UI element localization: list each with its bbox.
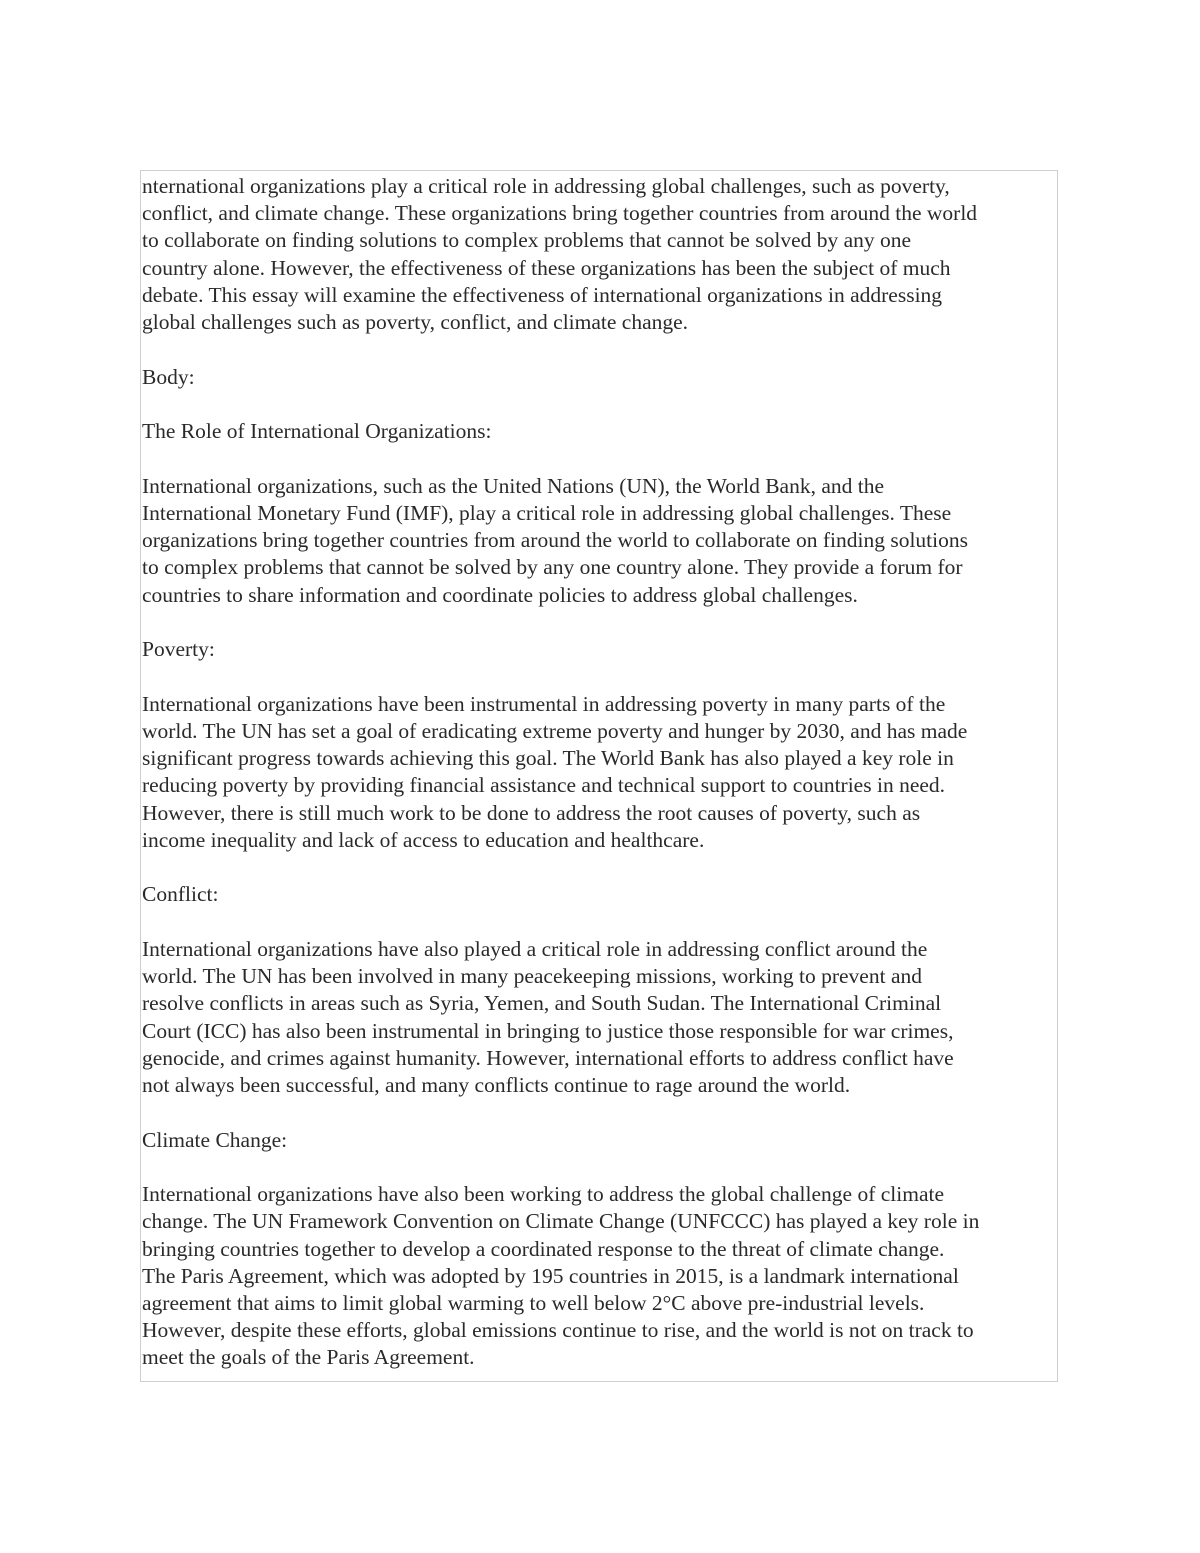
text-line: meet the goals of the Paris Agreement. bbox=[142, 1345, 475, 1370]
text-line: to collaborate on finding solutions to complex problems that cannot be solved by any one bbox=[142, 228, 912, 253]
intro-paragraph bbox=[142, 173, 1057, 336]
role-paragraph bbox=[142, 473, 1057, 609]
body-heading bbox=[142, 364, 1057, 391]
text-line: change. The UN Framework Convention on Climate Change (UNFCCC) has played a key role in bbox=[142, 1209, 980, 1234]
text-line: However, despite these efforts, global emissions continue to rise, and the world is not on track to bbox=[142, 1318, 974, 1343]
text-line: significant progress towards achieving this goal. The World Bank has also played a key role in bbox=[142, 746, 954, 771]
text-line: International Monetary Fund (IMF), play a critical role in addressing global challenges. These bbox=[142, 501, 952, 525]
text-line: agreement that aims to limit global warming to well below 2°C above pre-industrial levels. bbox=[142, 1291, 925, 1316]
text-line: to complex problems that cannot be solved by any one country alone. They provide a forum for bbox=[142, 555, 963, 580]
text-line: not always been successful, and many conflicts continue to rage around the world. bbox=[142, 1073, 851, 1098]
text-line: Court (ICC) has also been instrumental in bringing to justice those responsible for war crimes, bbox=[142, 1018, 954, 1043]
climate-paragraph bbox=[142, 1181, 1057, 1371]
text-line: world. The UN has been involved in many peacekeeping missions, working to prevent and bbox=[142, 964, 922, 989]
text-line: resolve conflicts in areas such as Syria, Yemen, and South Sudan. The International Criminal bbox=[142, 991, 942, 1016]
text-line: The Paris Agreement, which was adopted by 195 countries in 2015, is a landmark international bbox=[142, 1263, 959, 1288]
text-line: genocide, and crimes against humanity. However, international efforts to address conflict have bbox=[142, 1045, 954, 1070]
heading-text: Body: bbox=[142, 364, 195, 389]
text-line: debate. This essay will examine the effectiveness of international organizations in addressing bbox=[142, 282, 943, 307]
poverty-paragraph bbox=[142, 691, 1057, 854]
poverty-heading bbox=[142, 636, 1057, 663]
text-line: However, there is still much work to be done to address the root causes of poverty, such as bbox=[142, 800, 921, 825]
conflict-paragraph bbox=[142, 936, 1057, 1099]
heading-text: Poverty: bbox=[142, 637, 215, 662]
text-line: global challenges such as poverty, conflict, and climate change. bbox=[142, 310, 689, 335]
text-line: country alone. However, the effectiveness of these organizations has been the subject of much bbox=[142, 255, 951, 280]
heading-text: Climate Change: bbox=[142, 1127, 288, 1152]
text-line: world. The UN has set a goal of eradicating extreme poverty and hunger by 2030, and has made bbox=[142, 719, 968, 743]
text-line: International organizations have been instrumental in addressing poverty in many parts of the bbox=[142, 691, 946, 716]
text-line: bringing countries together to develop a coordinated response to the threat of climate change. bbox=[142, 1236, 945, 1261]
text-line: International organizations, such as the United Nations (UN), the World Bank, and the bbox=[142, 473, 885, 498]
climate-heading bbox=[142, 1127, 1057, 1154]
conflict-heading bbox=[142, 881, 1057, 908]
heading-text: Conflict: bbox=[142, 882, 219, 907]
text-line: conflict, and climate change. These organizations bring together countries from around the world bbox=[142, 201, 978, 226]
text-line: income inequality and lack of access to education and healthcare. bbox=[142, 827, 705, 852]
text-line: nternational organizations play a critical role in addressing global challenges, such as poverty, bbox=[142, 174, 950, 198]
document-text-frame bbox=[140, 170, 1058, 1382]
role-heading bbox=[142, 418, 1057, 445]
text-line: reducing poverty by providing financial assistance and technical support to countries in need. bbox=[142, 773, 946, 798]
heading-text: The Role of International Organizations: bbox=[142, 419, 492, 444]
text-line: International organizations have also played a critical role in addressing conflict around the bbox=[142, 937, 928, 961]
text-line: International organizations have also been working to address the global challenge of climate bbox=[142, 1182, 944, 1207]
text-line: countries to share information and coordinate policies to address global challenges. bbox=[142, 582, 858, 607]
text-line: organizations bring together countries from around the world to collaborate on finding solutions bbox=[142, 528, 968, 553]
